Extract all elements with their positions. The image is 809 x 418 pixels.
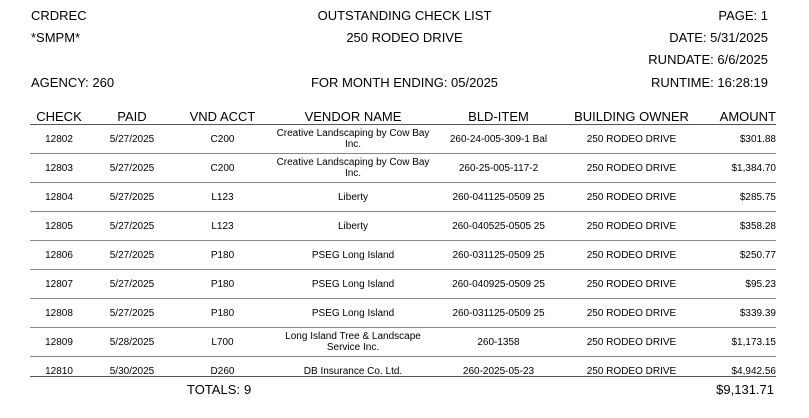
bld-item: 260-040525-0505 25 [437, 212, 560, 241]
building-owner: 250 RODEO DRIVE [560, 299, 703, 328]
building-owner: 250 RODEO DRIVE [560, 154, 703, 183]
col-vendor-name: VENDOR NAME [269, 104, 437, 125]
vendor-account: L123 [176, 183, 269, 212]
totals-divider [30, 376, 776, 377]
totals-label: TOTALS: [187, 382, 240, 397]
paid-date: 5/27/2025 [88, 241, 176, 270]
col-building-owner: BUILDING OWNER [560, 104, 703, 125]
amount: $339.39 [703, 299, 776, 328]
run-date: RUNDATE: 6/6/2025 [648, 52, 768, 67]
paid-date: 5/28/2025 [88, 328, 176, 357]
check-number: 12804 [30, 183, 88, 212]
vendor-name: PSEG Long Island [269, 241, 437, 270]
bld-item: 260-25-005-117-2 [437, 154, 560, 183]
check-number: 12808 [30, 299, 88, 328]
vendor-account: D260 [210, 365, 235, 377]
check-number: 12803 [30, 154, 88, 183]
table-row [30, 154, 776, 183]
table-row [30, 183, 776, 212]
month-ending: FOR MONTH ENDING: 05/2025 [310, 75, 499, 90]
check-number: 12809 [30, 328, 88, 357]
col-paid: PAID [88, 104, 176, 125]
outstanding-checks-table [30, 104, 776, 385]
table-row [30, 270, 776, 299]
bld-item: 260-2025-05-23 [462, 365, 535, 377]
paid-date: 5/27/2025 [88, 212, 176, 241]
col-vnd-acct: VND ACCT [176, 104, 269, 125]
building-owner: 250 RODEO DRIVE [560, 270, 703, 299]
vendor-name: PSEG Long Island [269, 270, 437, 299]
bld-item: 260-031125-0509 25 [437, 299, 560, 328]
building-owner: 250 RODEO DRIVE [560, 241, 703, 270]
vendor-name: Long Island Tree & Landscape Service Inc. [269, 328, 437, 357]
vendor-account: L700 [176, 328, 269, 357]
check-number: 12807 [30, 270, 88, 299]
bld-item: 260-24-005-309-1 Bal [437, 125, 560, 154]
table-row [30, 125, 776, 154]
amount: $358.28 [703, 212, 776, 241]
table-row [30, 328, 776, 357]
building-owner: 250 RODEO DRIVE [560, 212, 703, 241]
vendor-account: C200 [176, 125, 269, 154]
page-number: PAGE: 1 [718, 8, 768, 23]
col-amount: AMOUNT [703, 104, 776, 125]
vendor-account: P180 [176, 270, 269, 299]
table-row [30, 241, 776, 270]
bld-item: 260-040925-0509 25 [437, 270, 560, 299]
vendor-account: P180 [176, 299, 269, 328]
building-owner: 250 RODEO DRIVE [586, 365, 677, 377]
report-title: OUTSTANDING CHECK LIST [317, 8, 492, 23]
check-number: 12810 [45, 365, 73, 377]
vendor-name: DB Insurance Co. Ltd. [303, 365, 403, 377]
amount: $1,173.15 [703, 328, 776, 357]
amount: $301.88 [703, 125, 776, 154]
vendor-account: P180 [176, 241, 269, 270]
amount: $1,384.70 [703, 154, 776, 183]
agency: AGENCY: 260 [31, 75, 115, 90]
amount: $285.75 [703, 183, 776, 212]
vendor-name: Creative Landscaping by Cow Bay Inc. [269, 125, 437, 154]
check-number: 12805 [30, 212, 88, 241]
table-row [30, 299, 776, 328]
table-row [30, 357, 776, 386]
amount: $4,942.56 [731, 365, 776, 377]
vendor-name: Liberty [269, 183, 437, 212]
building-owner: 250 RODEO DRIVE [560, 328, 703, 357]
paid-date: 5/30/2025 [109, 365, 155, 377]
paid-date: 5/27/2025 [88, 270, 176, 299]
building-owner: 250 RODEO DRIVE [560, 125, 703, 154]
building-owner: 250 RODEO DRIVE [560, 183, 703, 212]
vendor-name: Liberty [269, 212, 437, 241]
paid-date: 5/27/2025 [88, 125, 176, 154]
check-number: 12806 [30, 241, 88, 270]
totals-amount: $9,131.71 [716, 382, 774, 397]
bld-item: 260-041125-0509 25 [437, 183, 560, 212]
amount: $95.23 [703, 270, 776, 299]
property-name: 250 RODEO DRIVE [346, 30, 463, 45]
paid-date: 5/27/2025 [88, 154, 176, 183]
user-code: *SMPM* [31, 30, 81, 45]
paid-date: 5/27/2025 [88, 299, 176, 328]
col-bld-item: BLD-ITEM [437, 104, 560, 125]
run-time: RUNTIME: 16:28:19 [650, 75, 768, 90]
totals-count: 9 [244, 382, 252, 397]
vendor-account: L123 [176, 212, 269, 241]
vendor-account: C200 [176, 154, 269, 183]
table-row [30, 212, 776, 241]
col-check: CHECK [30, 104, 88, 125]
report-date: DATE: 5/31/2025 [669, 30, 768, 45]
vendor-name: PSEG Long Island [269, 299, 437, 328]
paid-date: 5/27/2025 [88, 183, 176, 212]
vendor-name: Creative Landscaping by Cow Bay Inc. [269, 154, 437, 183]
report-code: CRDREC [31, 8, 87, 23]
table-header-row [30, 104, 776, 125]
amount: $250.77 [703, 241, 776, 270]
check-number: 12802 [30, 125, 88, 154]
bld-item: 260-031125-0509 25 [437, 241, 560, 270]
bld-item: 260-1358 [437, 328, 560, 357]
